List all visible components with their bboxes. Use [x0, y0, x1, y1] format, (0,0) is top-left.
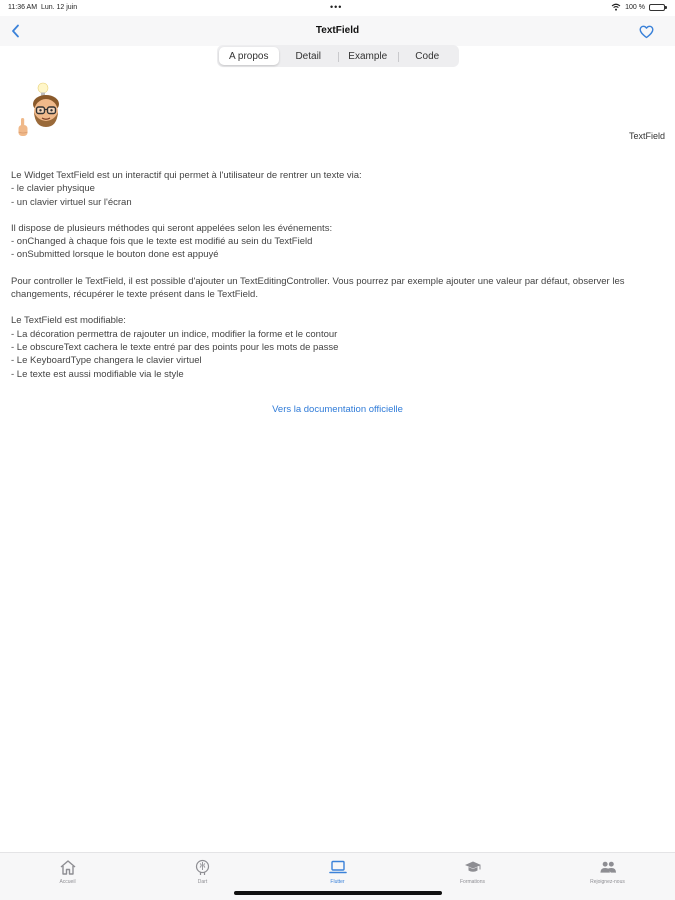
heart-icon — [639, 25, 654, 39]
brain-icon — [194, 859, 211, 876]
laptop-icon — [329, 860, 347, 874]
status-right — [611, 3, 665, 11]
text-line: - le clavier physique — [11, 183, 95, 195]
battery-icon — [649, 4, 665, 11]
paragraph-input-methods — [11, 169, 661, 209]
paragraph-controller — [11, 275, 661, 302]
status-time-date — [8, 4, 77, 11]
text-line: Pour controller le TextField, il est possible d'ajouter un TextEditingController. Vous pourrez par exemple ajouter une valeur par défaut, observer les changements, récupérer le texte présent dans le TextField. — [11, 275, 625, 301]
segmented-control — [217, 45, 459, 67]
tab-a-propos[interactable]: A propos — [219, 47, 279, 65]
multitasking-dots-icon[interactable]: ••• — [330, 2, 343, 12]
text-line: - Le KeyboardType changera le clavier virtuel — [11, 355, 202, 367]
tab-label: Formations — [459, 879, 485, 885]
tab-example[interactable]: Example — [338, 47, 398, 65]
home-indicator[interactable] — [234, 891, 442, 895]
tab-label: Dart — [197, 879, 208, 885]
tab-rejoignez-nous[interactable] — [540, 853, 675, 900]
tab-label: Rejoignez-nous — [590, 879, 625, 885]
paragraph-customization — [11, 314, 661, 380]
people-icon — [599, 860, 617, 874]
navigation-bar — [0, 16, 675, 46]
status-bar — [0, 0, 675, 16]
graduation-cap-icon — [464, 860, 482, 874]
favorite-button[interactable] — [639, 25, 655, 41]
hero-caption: TextField — [628, 131, 665, 141]
status-date: Lun. 12 juin — [40, 4, 78, 11]
home-icon — [59, 859, 77, 875]
paragraph-methods — [11, 222, 661, 262]
tab-label: Flutter — [330, 879, 345, 885]
tab-label: Accueil — [59, 879, 76, 885]
tab-detail[interactable]: Detail — [295, 50, 322, 62]
tab-accueil[interactable] — [0, 853, 135, 900]
page-title: TextField — [315, 25, 360, 36]
text-line: - onChanged à chaque fois que le texte est modifié au sein du TextField — [11, 236, 313, 248]
description-content — [11, 169, 661, 394]
memoji-lightbulb-illustration — [15, 82, 65, 138]
official-documentation-link[interactable]: Vers la documentation officielle — [272, 404, 403, 415]
status-time: 11:36 AM — [8, 4, 38, 11]
tab-code[interactable]: Code — [398, 47, 458, 65]
wifi-icon — [611, 3, 621, 11]
text-line: Le TextField est modifiable: — [11, 315, 126, 327]
text-line: - Le texte est aussi modifiable via le style — [11, 368, 184, 380]
text-line: - Le obscureText cachera le texte entré par des points pour les mots de passe — [11, 341, 339, 353]
text-line: - onSubmitted lorsque le bouton done est appuyé — [11, 249, 219, 261]
battery-percent: 100 % — [625, 3, 645, 11]
text-line: - un clavier virtuel sur l'écran — [11, 196, 132, 208]
text-line: Le Widget TextField est un interactif qui permet à l'utilisateur de rentrer un texte via: — [11, 170, 362, 181]
text-line: Il dispose de plusieurs méthodes qui seront appelées selon les événements: — [11, 222, 333, 234]
text-line: - La décoration permettra de rajouter un indice, modifier la forme et le contour — [11, 328, 338, 340]
